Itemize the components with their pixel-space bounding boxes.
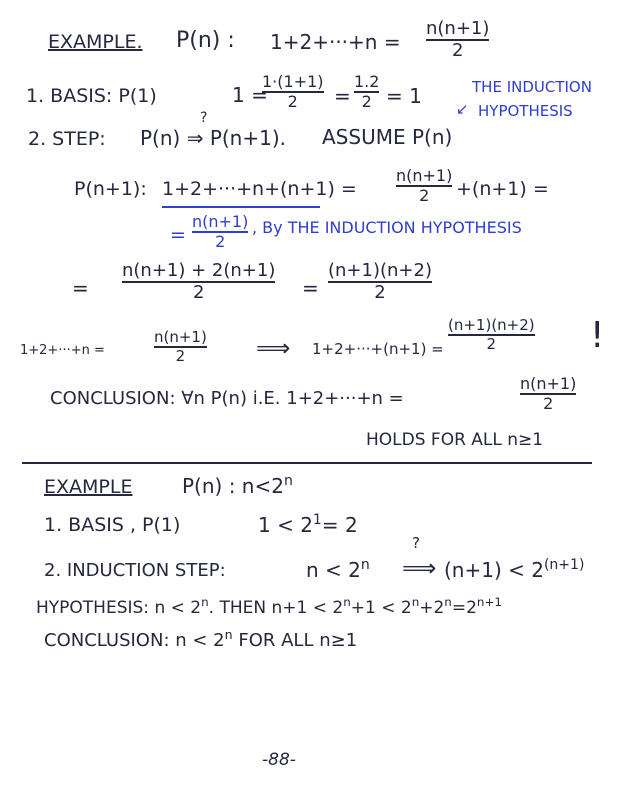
fraction-denominator: 2 (451, 40, 464, 61)
superscript: n (444, 595, 452, 610)
step2-conclusion: $(n+1) < 2^{(n+1)}$ (444, 557, 585, 582)
eq-fraction-1 (122, 262, 275, 302)
fraction-numerator: (n+1)(n+2) (448, 316, 535, 334)
basis-eq2: = (334, 84, 351, 108)
conclusion-text: CONCLUSION: ∀n P(n) i.E. 1+2+···+n = (50, 388, 404, 409)
pn1-fraction (396, 168, 452, 204)
implies-arrow-icon: ⟹ (402, 554, 437, 582)
fraction-numerator: n(n+1) (520, 374, 577, 393)
fraction-numerator: n(n+1) (396, 166, 453, 185)
hyp-eq: = (170, 224, 186, 246)
conclusion-fraction (520, 376, 576, 412)
step-label: 2. STEP: (28, 128, 106, 150)
exclamation: ! (590, 315, 605, 356)
sum-underbrace (162, 206, 320, 208)
fraction-denominator: 2 (175, 347, 186, 365)
basis-eq3: = 1 (386, 84, 422, 108)
step2-label: 2. INDUCTION STEP: (44, 560, 226, 581)
pn1-sum: 1+2+···+n+(n+1) = (162, 178, 357, 200)
fraction-denominator: 2 (287, 92, 298, 111)
assume-text: ASSUME P(n) (322, 125, 453, 149)
superscript: 1 (312, 512, 322, 529)
superscript: n (201, 595, 209, 610)
pn1-rest: +(n+1) = (456, 178, 549, 200)
superscript: (n+1) (543, 557, 585, 574)
question-mark: ? (200, 110, 208, 126)
superscript: n+1 (476, 595, 502, 610)
conclusion2-line: CONCLUSION: $n < 2^n$ FOR ALL n≥1 (44, 627, 358, 651)
predicate-label: P(n) : (176, 28, 235, 53)
fraction-numerator: 1·(1+1) (262, 72, 324, 91)
basis-fraction-1 (262, 74, 324, 110)
holds-text: HOLDS FOR ALL n≥1 (366, 430, 544, 450)
superscript: n (343, 595, 351, 610)
hyp-fraction (192, 214, 248, 250)
eq-sign-2: = (302, 276, 319, 300)
eq-fraction-2 (328, 262, 432, 302)
fraction-numerator: n(n+1) (426, 18, 490, 39)
fraction-numerator: n(n+1) + 2(n+1) (122, 260, 276, 281)
superscript: n (283, 473, 293, 490)
section-divider (22, 462, 592, 464)
basis-label: 1. BASIS: P(1) (26, 85, 157, 107)
imp-fraction-2 (448, 318, 535, 352)
imp-mid: 1+2+···+(n+1) = (312, 340, 444, 358)
fraction-denominator: 2 (192, 282, 205, 303)
example2-statement: P(n) : $n<2^n$ (182, 473, 293, 498)
basis2-relation: $1 < 2^1= 2$ (258, 512, 358, 537)
imp-lhs: 1+2+···+n = (20, 343, 105, 358)
question-mark: ? (412, 534, 420, 552)
step2-premise: $n < 2^n$ (306, 557, 370, 582)
fraction-numerator: n(n+1) (154, 328, 207, 346)
step-implication: P(n) ⇒ P(n+1). (140, 126, 286, 150)
basis-fraction-2 (354, 74, 379, 110)
fraction-denominator: 2 (361, 92, 372, 111)
induction-note-line2: HYPOTHESIS (478, 102, 573, 120)
pn1-label: P(n+1): (74, 178, 147, 200)
imp-fraction-1 (154, 330, 207, 364)
implies-arrow-icon: ⟹ (256, 334, 291, 362)
superscript: n (224, 627, 233, 643)
example2-title: EXAMPLE (44, 476, 133, 498)
induction-note-line1: THE INDUCTION (472, 78, 592, 96)
sum-fraction (426, 20, 489, 60)
fraction-denominator: 2 (374, 282, 386, 303)
superscript: n (360, 557, 370, 574)
arrow-down-left-icon: ↙ (456, 100, 469, 118)
fraction-denominator: 2 (215, 232, 226, 251)
fraction-numerator: 1.2 (354, 72, 380, 91)
sum-lhs: 1+2+···+n = (270, 30, 401, 54)
fraction-numerator: n(n+1) (192, 212, 249, 231)
page-number: -88- (262, 750, 296, 770)
superscript: n (411, 595, 420, 610)
fraction-denominator: 2 (419, 186, 430, 205)
fraction-denominator: 2 (486, 335, 497, 353)
hyp2-line: HYPOTHESIS: $n < 2^n$. THEN $n+1 < 2^n+1 < 2^n+2^n=2^{n+1}$ (36, 595, 502, 618)
basis2-label: 1. BASIS , P(1) (44, 514, 181, 536)
example-title: EXAMPLE. (48, 31, 143, 53)
basis-eq1: 1 = (232, 83, 268, 107)
eq-sign: = (72, 276, 89, 300)
fraction-numerator: (n+1)(n+2) (328, 260, 432, 281)
hyp-text: , By THE INDUCTION HYPOTHESIS (252, 218, 522, 237)
fraction-denominator: 2 (543, 394, 554, 413)
